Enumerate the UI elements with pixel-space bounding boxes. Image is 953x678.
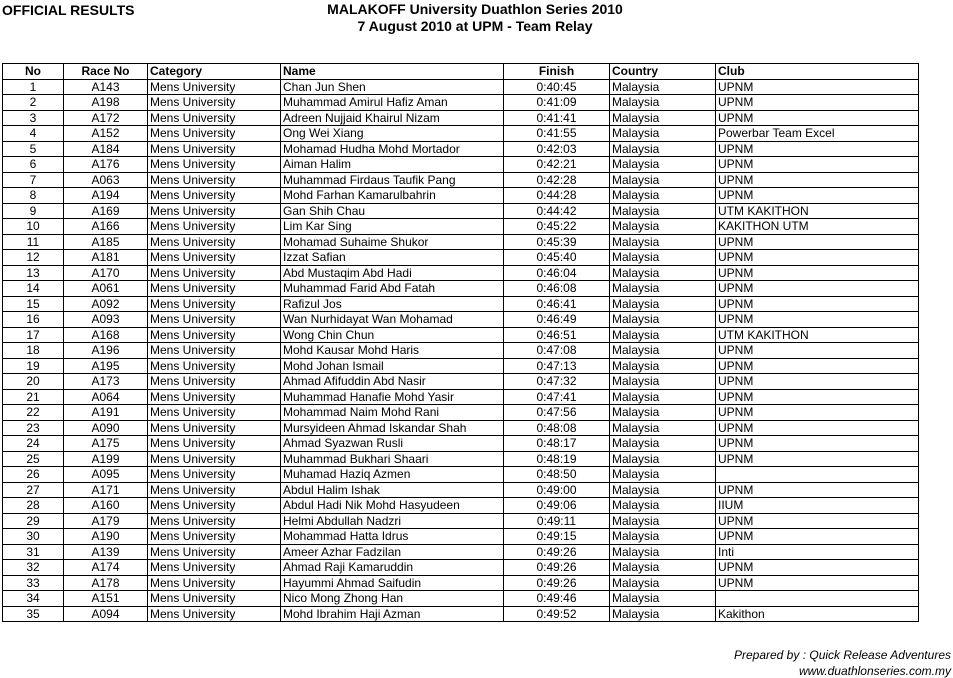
cell-country: Malaysia xyxy=(610,281,716,297)
cell-category: Mens University xyxy=(148,405,281,421)
cell-race-no: A198 xyxy=(64,95,148,111)
cell-club: UPNM xyxy=(716,157,919,173)
cell-race-no: A191 xyxy=(64,405,148,421)
cell-no: 14 xyxy=(3,281,64,297)
cell-race-no: A173 xyxy=(64,374,148,390)
cell-club: UPNM xyxy=(716,513,919,529)
cell-finish: 0:47:56 xyxy=(504,405,610,421)
column-header-no: No xyxy=(3,64,64,80)
cell-name: Mohd Ibrahim Haji Azman xyxy=(281,606,504,622)
cell-club: UTM KAKITHON xyxy=(716,203,919,219)
table-row xyxy=(3,312,919,328)
cell-race-no: A139 xyxy=(64,544,148,560)
cell-no: 22 xyxy=(3,405,64,421)
cell-name: Abd Mustaqim Abd Hadi xyxy=(281,265,504,281)
cell-no: 15 xyxy=(3,296,64,312)
cell-name: Gan Shih Chau xyxy=(281,203,504,219)
cell-club: Inti xyxy=(716,544,919,560)
cell-club: UPNM xyxy=(716,281,919,297)
cell-name: Muhammad Farid Abd Fatah xyxy=(281,281,504,297)
cell-category: Mens University xyxy=(148,250,281,266)
cell-country: Malaysia xyxy=(610,110,716,126)
table-row xyxy=(3,110,919,126)
cell-finish: 0:40:45 xyxy=(504,79,610,95)
table-row xyxy=(3,420,919,436)
table-row xyxy=(3,513,919,529)
cell-country: Malaysia xyxy=(610,234,716,250)
cell-no: 34 xyxy=(3,591,64,607)
cell-club: UPNM xyxy=(716,110,919,126)
table-row xyxy=(3,250,919,266)
cell-finish: 0:46:04 xyxy=(504,265,610,281)
cell-country: Malaysia xyxy=(610,250,716,266)
table-row xyxy=(3,451,919,467)
table-row xyxy=(3,529,919,545)
cell-race-no: A184 xyxy=(64,141,148,157)
cell-race-no: A172 xyxy=(64,110,148,126)
cell-finish: 0:49:11 xyxy=(504,513,610,529)
cell-country: Malaysia xyxy=(610,482,716,498)
cell-finish: 0:49:52 xyxy=(504,606,610,622)
cell-race-no: A168 xyxy=(64,327,148,343)
cell-club: UPNM xyxy=(716,250,919,266)
cell-race-no: A063 xyxy=(64,172,148,188)
column-header-race-no: Race No xyxy=(64,64,148,80)
cell-race-no: A175 xyxy=(64,436,148,452)
cell-club: UPNM xyxy=(716,343,919,359)
cell-finish: 0:46:49 xyxy=(504,312,610,328)
cell-country: Malaysia xyxy=(610,296,716,312)
cell-name: Chan Jun Shen xyxy=(281,79,504,95)
cell-category: Mens University xyxy=(148,606,281,622)
cell-no: 20 xyxy=(3,374,64,390)
cell-race-no: A061 xyxy=(64,281,148,297)
cell-club: UPNM xyxy=(716,389,919,405)
cell-race-no: A185 xyxy=(64,234,148,250)
cell-country: Malaysia xyxy=(610,343,716,359)
cell-country: Malaysia xyxy=(610,575,716,591)
cell-category: Mens University xyxy=(148,172,281,188)
cell-name: Izzat Safian xyxy=(281,250,504,266)
cell-race-no: A166 xyxy=(64,219,148,235)
cell-no: 11 xyxy=(3,234,64,250)
cell-category: Mens University xyxy=(148,451,281,467)
table-row xyxy=(3,79,919,95)
cell-finish: 0:41:09 xyxy=(504,95,610,111)
cell-finish: 0:49:06 xyxy=(504,498,610,514)
cell-category: Mens University xyxy=(148,591,281,607)
cell-finish: 0:46:41 xyxy=(504,296,610,312)
cell-name: Mohamad Hudha Mohd Mortador xyxy=(281,141,504,157)
cell-race-no: A094 xyxy=(64,606,148,622)
table-row xyxy=(3,327,919,343)
cell-name: Lim Kar Sing xyxy=(281,219,504,235)
cell-name: Mohd Kausar Mohd Haris xyxy=(281,343,504,359)
cell-club: UPNM xyxy=(716,141,919,157)
cell-category: Mens University xyxy=(148,141,281,157)
cell-club: UPNM xyxy=(716,312,919,328)
cell-finish: 0:49:00 xyxy=(504,482,610,498)
cell-finish: 0:47:08 xyxy=(504,343,610,359)
cell-name: Mohammad Hatta Idrus xyxy=(281,529,504,545)
table-row xyxy=(3,606,919,622)
cell-name: Adreen Nujjaid Khairul Nizam xyxy=(281,110,504,126)
cell-country: Malaysia xyxy=(610,141,716,157)
cell-name: Muhammad Amirul Hafiz Aman xyxy=(281,95,504,111)
cell-finish: 0:45:40 xyxy=(504,250,610,266)
cell-category: Mens University xyxy=(148,312,281,328)
cell-no: 9 xyxy=(3,203,64,219)
cell-no: 23 xyxy=(3,420,64,436)
table-row xyxy=(3,157,919,173)
cell-name: Abdul Hadi Nik Mohd Hasyudeen xyxy=(281,498,504,514)
cell-club: UPNM xyxy=(716,358,919,374)
cell-race-no: A160 xyxy=(64,498,148,514)
table-row xyxy=(3,296,919,312)
cell-category: Mens University xyxy=(148,265,281,281)
cell-category: Mens University xyxy=(148,281,281,297)
cell-category: Mens University xyxy=(148,529,281,545)
cell-category: Mens University xyxy=(148,126,281,142)
table-row xyxy=(3,188,919,204)
table-row xyxy=(3,389,919,405)
cell-race-no: A190 xyxy=(64,529,148,545)
cell-finish: 0:42:28 xyxy=(504,172,610,188)
cell-country: Malaysia xyxy=(610,405,716,421)
table-row xyxy=(3,498,919,514)
cell-finish: 0:48:50 xyxy=(504,467,610,483)
cell-club: UPNM xyxy=(716,188,919,204)
cell-name: Ong Wei Xiang xyxy=(281,126,504,142)
cell-category: Mens University xyxy=(148,343,281,359)
cell-finish: 0:46:08 xyxy=(504,281,610,297)
cell-finish: 0:45:39 xyxy=(504,234,610,250)
cell-finish: 0:49:46 xyxy=(504,591,610,607)
cell-finish: 0:47:32 xyxy=(504,374,610,390)
cell-category: Mens University xyxy=(148,374,281,390)
cell-name: Muhammad Firdaus Taufik Pang xyxy=(281,172,504,188)
cell-finish: 0:44:42 xyxy=(504,203,610,219)
cell-country: Malaysia xyxy=(610,327,716,343)
table-header-row xyxy=(3,64,919,80)
column-header-country: Country xyxy=(610,64,716,80)
cell-club: UTM KAKITHON xyxy=(716,327,919,343)
cell-category: Mens University xyxy=(148,513,281,529)
cell-category: Mens University xyxy=(148,327,281,343)
cell-race-no: A174 xyxy=(64,560,148,576)
table-row xyxy=(3,219,919,235)
cell-category: Mens University xyxy=(148,575,281,591)
cell-name: Ahmad Syazwan Rusli xyxy=(281,436,504,452)
cell-club xyxy=(716,591,919,607)
cell-club: UPNM xyxy=(716,575,919,591)
cell-no: 24 xyxy=(3,436,64,452)
table-row xyxy=(3,467,919,483)
table-row xyxy=(3,281,919,297)
cell-race-no: A151 xyxy=(64,591,148,607)
cell-no: 18 xyxy=(3,343,64,359)
cell-name: Mohd Farhan Kamarulbahrin xyxy=(281,188,504,204)
results-table xyxy=(2,63,919,622)
cell-country: Malaysia xyxy=(610,312,716,328)
cell-country: Malaysia xyxy=(610,498,716,514)
cell-race-no: A092 xyxy=(64,296,148,312)
cell-club: UPNM xyxy=(716,172,919,188)
cell-club: UPNM xyxy=(716,79,919,95)
cell-finish: 0:47:41 xyxy=(504,389,610,405)
cell-race-no: A064 xyxy=(64,389,148,405)
cell-country: Malaysia xyxy=(610,374,716,390)
table-row xyxy=(3,405,919,421)
cell-category: Mens University xyxy=(148,234,281,250)
cell-category: Mens University xyxy=(148,95,281,111)
cell-no: 31 xyxy=(3,544,64,560)
cell-category: Mens University xyxy=(148,110,281,126)
cell-club: UPNM xyxy=(716,420,919,436)
cell-no: 30 xyxy=(3,529,64,545)
cell-category: Mens University xyxy=(148,436,281,452)
cell-finish: 0:49:26 xyxy=(504,544,610,560)
cell-no: 12 xyxy=(3,250,64,266)
cell-race-no: A170 xyxy=(64,265,148,281)
table-row xyxy=(3,575,919,591)
cell-club: UPNM xyxy=(716,529,919,545)
cell-name: Mursyideen Ahmad Iskandar Shah xyxy=(281,420,504,436)
cell-category: Mens University xyxy=(148,498,281,514)
cell-country: Malaysia xyxy=(610,265,716,281)
cell-name: Muhammad Bukhari Shaari xyxy=(281,451,504,467)
cell-country: Malaysia xyxy=(610,389,716,405)
cell-race-no: A181 xyxy=(64,250,148,266)
cell-name: Mohammad Naim Mohd Rani xyxy=(281,405,504,421)
event-subtitle: 7 August 2010 at UPM - Team Relay xyxy=(357,18,593,34)
cell-country: Malaysia xyxy=(610,95,716,111)
table-row xyxy=(3,265,919,281)
table-row xyxy=(3,95,919,111)
cell-category: Mens University xyxy=(148,544,281,560)
cell-no: 3 xyxy=(3,110,64,126)
column-header-finish: Finish xyxy=(504,64,610,80)
cell-name: Rafizul Jos xyxy=(281,296,504,312)
table-row xyxy=(3,591,919,607)
table-row xyxy=(3,482,919,498)
cell-no: 33 xyxy=(3,575,64,591)
cell-country: Malaysia xyxy=(610,219,716,235)
cell-race-no: A195 xyxy=(64,358,148,374)
cell-no: 10 xyxy=(3,219,64,235)
cell-race-no: A171 xyxy=(64,482,148,498)
table-row xyxy=(3,374,919,390)
column-header-category: Category xyxy=(148,64,281,80)
cell-club: KAKITHON UTM xyxy=(716,219,919,235)
table-row xyxy=(3,141,919,157)
cell-no: 29 xyxy=(3,513,64,529)
cell-club: UPNM xyxy=(716,451,919,467)
cell-race-no: A176 xyxy=(64,157,148,173)
cell-category: Mens University xyxy=(148,219,281,235)
cell-country: Malaysia xyxy=(610,451,716,467)
cell-no: 8 xyxy=(3,188,64,204)
cell-club: UPNM xyxy=(716,265,919,281)
cell-no: 5 xyxy=(3,141,64,157)
cell-finish: 0:47:13 xyxy=(504,358,610,374)
cell-race-no: A095 xyxy=(64,467,148,483)
cell-club: UPNM xyxy=(716,405,919,421)
cell-race-no: A143 xyxy=(64,79,148,95)
cell-no: 7 xyxy=(3,172,64,188)
cell-country: Malaysia xyxy=(610,420,716,436)
cell-finish: 0:42:03 xyxy=(504,141,610,157)
cell-finish: 0:48:19 xyxy=(504,451,610,467)
cell-country: Malaysia xyxy=(610,157,716,173)
cell-category: Mens University xyxy=(148,482,281,498)
cell-name: Ahmad Raji Kamaruddin xyxy=(281,560,504,576)
cell-race-no: A196 xyxy=(64,343,148,359)
cell-club: IIUM xyxy=(716,498,919,514)
cell-race-no: A093 xyxy=(64,312,148,328)
cell-name: Abdul Halim Ishak xyxy=(281,482,504,498)
event-title: MALAKOFF University Duathlon Series 2010 xyxy=(327,1,623,17)
table-row xyxy=(3,560,919,576)
cell-name: Ameer Azhar Fadzilan xyxy=(281,544,504,560)
cell-name: Muhamad Haziq Azmen xyxy=(281,467,504,483)
cell-no: 27 xyxy=(3,482,64,498)
cell-category: Mens University xyxy=(148,157,281,173)
cell-finish: 0:42:21 xyxy=(504,157,610,173)
cell-race-no: A178 xyxy=(64,575,148,591)
cell-race-no: A152 xyxy=(64,126,148,142)
cell-finish: 0:49:15 xyxy=(504,529,610,545)
cell-category: Mens University xyxy=(148,420,281,436)
cell-no: 1 xyxy=(3,79,64,95)
cell-club: UPNM xyxy=(716,374,919,390)
cell-country: Malaysia xyxy=(610,606,716,622)
cell-name: Hayummi Ahmad Saifudin xyxy=(281,575,504,591)
cell-country: Malaysia xyxy=(610,79,716,95)
table-row xyxy=(3,436,919,452)
cell-no: 35 xyxy=(3,606,64,622)
cell-country: Malaysia xyxy=(610,126,716,142)
official-results-label: OFFICIAL RESULTS xyxy=(2,2,135,18)
cell-race-no: A169 xyxy=(64,203,148,219)
cell-club: Powerbar Team Excel xyxy=(716,126,919,142)
cell-no: 16 xyxy=(3,312,64,328)
cell-race-no: A199 xyxy=(64,451,148,467)
cell-race-no: A194 xyxy=(64,188,148,204)
cell-name: Ahmad Afifuddin Abd Nasir xyxy=(281,374,504,390)
cell-finish: 0:41:41 xyxy=(504,110,610,126)
cell-name: Aiman Halim xyxy=(281,157,504,173)
cell-category: Mens University xyxy=(148,358,281,374)
cell-country: Malaysia xyxy=(610,529,716,545)
cell-no: 6 xyxy=(3,157,64,173)
cell-category: Mens University xyxy=(148,203,281,219)
cell-club: UPNM xyxy=(716,436,919,452)
cell-country: Malaysia xyxy=(610,560,716,576)
cell-category: Mens University xyxy=(148,560,281,576)
cell-country: Malaysia xyxy=(610,467,716,483)
cell-name: Mohd Johan Ismail xyxy=(281,358,504,374)
table-row xyxy=(3,358,919,374)
cell-category: Mens University xyxy=(148,79,281,95)
table-row xyxy=(3,234,919,250)
cell-country: Malaysia xyxy=(610,591,716,607)
cell-category: Mens University xyxy=(148,467,281,483)
table-row xyxy=(3,544,919,560)
cell-club: UPNM xyxy=(716,95,919,111)
cell-club: Kakithon xyxy=(716,606,919,622)
cell-name: Wong Chin Chun xyxy=(281,327,504,343)
cell-finish: 0:45:22 xyxy=(504,219,610,235)
cell-country: Malaysia xyxy=(610,436,716,452)
cell-finish: 0:49:26 xyxy=(504,560,610,576)
cell-country: Malaysia xyxy=(610,172,716,188)
website-link[interactable]: www.duathlonseries.com.my xyxy=(798,664,951,678)
table-row xyxy=(3,126,919,142)
cell-name: Muhammad Hanafie Mohd Yasir xyxy=(281,389,504,405)
cell-country: Malaysia xyxy=(610,188,716,204)
cell-finish: 0:44:28 xyxy=(504,188,610,204)
cell-no: 2 xyxy=(3,95,64,111)
cell-no: 26 xyxy=(3,467,64,483)
cell-finish: 0:48:08 xyxy=(504,420,610,436)
cell-no: 19 xyxy=(3,358,64,374)
cell-club: UPNM xyxy=(716,560,919,576)
cell-country: Malaysia xyxy=(610,358,716,374)
cell-no: 4 xyxy=(3,126,64,142)
table-row xyxy=(3,172,919,188)
cell-club: UPNM xyxy=(716,482,919,498)
cell-category: Mens University xyxy=(148,188,281,204)
cell-name: Nico Mong Zhong Han xyxy=(281,591,504,607)
cell-country: Malaysia xyxy=(610,203,716,219)
cell-category: Mens University xyxy=(148,296,281,312)
cell-country: Malaysia xyxy=(610,544,716,560)
cell-no: 25 xyxy=(3,451,64,467)
cell-club: UPNM xyxy=(716,296,919,312)
cell-name: Mohamad Suhaime Shukor xyxy=(281,234,504,250)
cell-no: 28 xyxy=(3,498,64,514)
cell-category: Mens University xyxy=(148,389,281,405)
cell-name: Helmi Abdullah Nadzri xyxy=(281,513,504,529)
cell-finish: 0:41:55 xyxy=(504,126,610,142)
cell-country: Malaysia xyxy=(610,513,716,529)
cell-name: Wan Nurhidayat Wan Mohamad xyxy=(281,312,504,328)
cell-club xyxy=(716,467,919,483)
cell-race-no: A090 xyxy=(64,420,148,436)
cell-no: 17 xyxy=(3,327,64,343)
cell-finish: 0:48:17 xyxy=(504,436,610,452)
cell-race-no: A179 xyxy=(64,513,148,529)
prepared-by-credit: Prepared by : Quick Release Adventures xyxy=(733,648,951,662)
results-body xyxy=(3,79,919,622)
cell-club: UPNM xyxy=(716,234,919,250)
cell-no: 13 xyxy=(3,265,64,281)
table-row xyxy=(3,343,919,359)
column-header-name: Name xyxy=(281,64,504,80)
cell-no: 21 xyxy=(3,389,64,405)
cell-no: 32 xyxy=(3,560,64,576)
cell-finish: 0:49:26 xyxy=(504,575,610,591)
table-row xyxy=(3,203,919,219)
column-header-club: Club xyxy=(716,64,919,80)
cell-finish: 0:46:51 xyxy=(504,327,610,343)
